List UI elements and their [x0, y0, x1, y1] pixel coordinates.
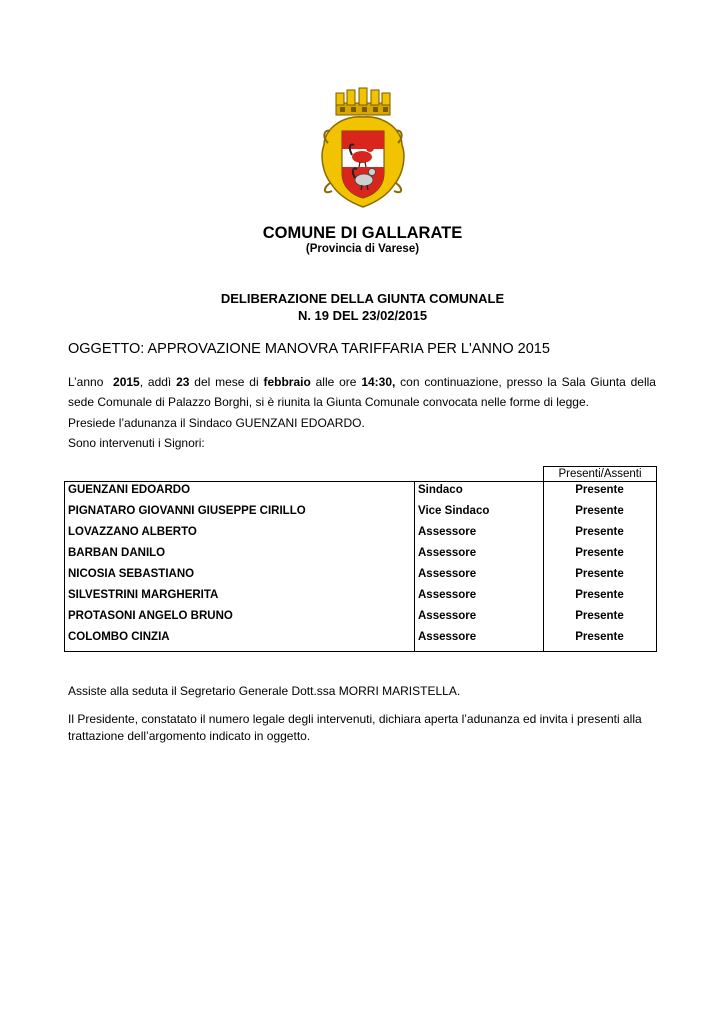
table-row [65, 545, 656, 566]
presiding-statement: Presiede l’adunanza il Sindaco GUENZANI EDOARDO. [68, 416, 365, 430]
meeting-time: 14:30, [361, 375, 396, 389]
secretary-statement: Assiste alla seduta il Segretario Generale Dott.ssa MORRI MARISTELLA. [68, 684, 461, 698]
member-status: Presente [575, 484, 624, 496]
meeting-day: 23 [176, 375, 190, 389]
member-role: Assessore [418, 526, 477, 538]
member-role: Assessore [418, 568, 477, 580]
member-role: Assessore [418, 631, 477, 643]
table-row [65, 608, 656, 629]
deliberation-title: DELIBERAZIONE DELLA GIUNTA COMUNALE [220, 291, 505, 306]
table-row [65, 524, 656, 545]
member-status: Presente [575, 547, 624, 559]
table-row [65, 503, 656, 524]
member-name: LOVAZZANO ALBERTO [68, 526, 197, 538]
member-role: Vice Sindaco [418, 505, 490, 517]
member-name: GUENZANI EDOARDO [68, 484, 191, 496]
intro-paragraph [68, 372, 656, 412]
member-role: Assessore [418, 589, 477, 601]
president-statement: Il Presidente, constatato il numero legale degli intervenuti, dichiara aperta l’adunanza ed invita i presenti alla trattazione dell’argomento indicato in oggetto. [68, 712, 642, 743]
meeting-year: 2015 [113, 375, 140, 389]
table-row [65, 587, 656, 608]
attendance-column-header: Presenti/Assenti [543, 466, 657, 482]
member-name: SILVESTRINI MARGHERITA [68, 589, 219, 601]
member-name: PROTASONI ANGELO BRUNO [68, 610, 233, 622]
attendance-table [64, 481, 657, 652]
member-status: Presente [575, 526, 624, 538]
member-role: Sindaco [418, 484, 463, 496]
deliberation-number: N. 19 DEL 23/02/2015 [297, 308, 428, 323]
organization-name: COMUNE DI GALLARATE [262, 224, 463, 242]
table-row [65, 566, 656, 587]
intro-line-1: L’anno 2015, addì 23 del mese di febbraio alle ore 14:30, con continuazione, presso la Sala Giunta della [68, 375, 656, 389]
subject-line: OGGETTO: APPROVAZIONE MANOVRA TARIFFARIA PER L'ANNO 2015 [68, 341, 550, 357]
meeting-month: febbraio [263, 375, 311, 389]
member-name: BARBAN DANILO [68, 547, 166, 559]
intro-line-2: sede Comunale di Palazzo Borghi, si è riunita la Giunta Comunale convocata nelle forme di legge. [68, 395, 589, 409]
member-role: Assessore [418, 610, 477, 622]
province-subtitle: (Provincia di Varese) [305, 243, 420, 255]
crown-icon [336, 88, 390, 115]
member-role: Assessore [418, 547, 477, 559]
member-status: Presente [575, 589, 624, 601]
member-name: COLOMBO CINZIA [68, 631, 170, 643]
member-status: Presente [575, 505, 624, 517]
member-name: PIGNATARO GIOVANNI GIUSEPPE CIRILLO [68, 505, 306, 517]
coat-of-arms-icon [318, 85, 408, 210]
member-status: Presente [575, 568, 624, 580]
member-status: Presente [575, 610, 624, 622]
member-status: Presente [575, 631, 624, 643]
table-row [65, 629, 656, 650]
member-name: NICOSIA SEBASTIANO [68, 568, 195, 580]
attendees-intro: Sono intervenuti i Signori: [68, 436, 205, 450]
table-row [65, 482, 656, 503]
